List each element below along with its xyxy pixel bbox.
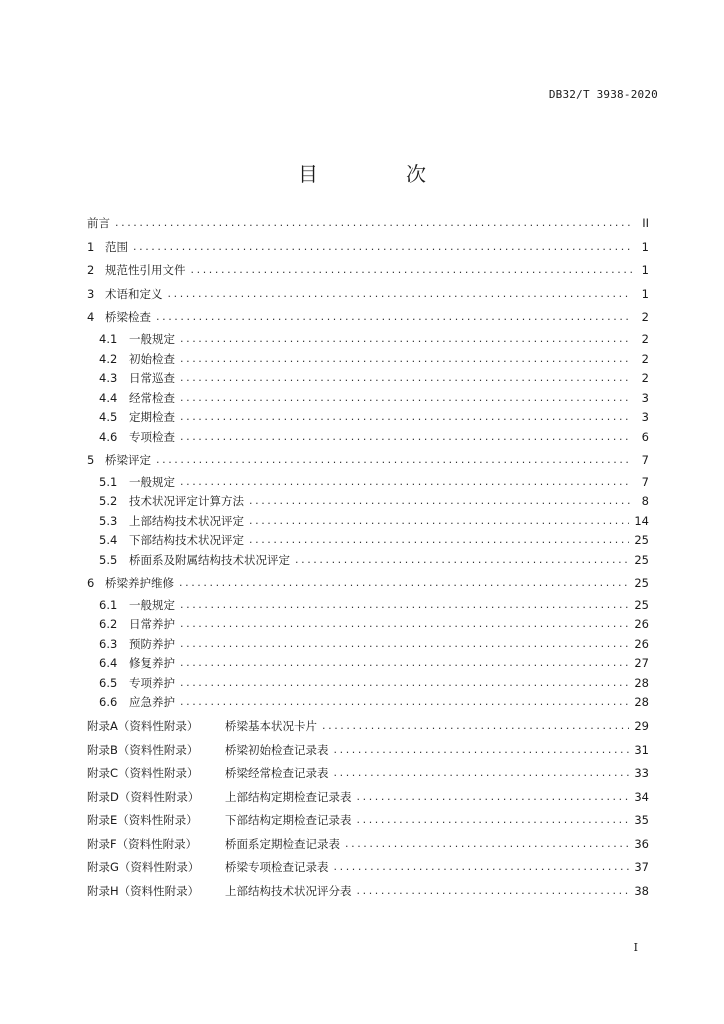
toc-entry[interactable] xyxy=(99,351,649,367)
toc-entry-number: 4.3 xyxy=(99,371,118,385)
toc-entry-page: 6 xyxy=(641,429,649,444)
toc-leader-dots xyxy=(133,239,632,255)
toc-leader-dots xyxy=(180,616,629,632)
toc-leader-dots xyxy=(322,718,629,734)
toc-entry-number: 5.4 xyxy=(99,533,118,547)
toc-entry-page: 25 xyxy=(634,597,649,612)
toc-entry-page: 1 xyxy=(641,286,649,301)
toc-leader-dots xyxy=(180,351,632,367)
toc-entry-page: 38 xyxy=(634,883,649,898)
toc-entry-label: 桥梁评定 xyxy=(105,452,151,467)
toc-entry-label: 上部结构技术状况评分表 xyxy=(225,883,352,898)
toc-entry-number: 4.6 xyxy=(99,429,118,444)
toc-entry[interactable] xyxy=(87,836,649,852)
toc-entry[interactable] xyxy=(87,575,649,591)
toc-entry-label: 初始检查 xyxy=(129,351,175,366)
toc-leader-dots xyxy=(295,552,629,568)
toc-entry[interactable] xyxy=(87,309,649,325)
toc-leader-dots xyxy=(180,474,632,490)
toc-entry-label: 桥梁养护维修 xyxy=(105,575,174,590)
toc-entry-page: 2 xyxy=(641,371,649,385)
toc-entry-number: 5.2 xyxy=(99,494,118,508)
toc-entry-page: 3 xyxy=(641,390,649,405)
toc-entry-page: 36 xyxy=(634,836,649,851)
toc-entry[interactable] xyxy=(99,675,649,691)
toc-leader-dots xyxy=(191,262,633,278)
toc-entry-number: 2 xyxy=(87,263,95,277)
toc-entry[interactable] xyxy=(87,718,649,734)
toc-entry-page: 34 xyxy=(634,789,649,804)
toc-entry-label: 下部结构定期检查记录表 xyxy=(225,813,352,827)
toc-leader-dots xyxy=(180,390,632,406)
toc-entry-appendix-prefix: 附录B（资料性附录） xyxy=(87,742,199,757)
toc-entry-page: 27 xyxy=(634,656,649,670)
toc-entry-page: II xyxy=(642,216,649,230)
toc-entry-appendix-prefix: 附录E（资料性附录） xyxy=(87,813,198,827)
toc-entry-label: 修复养护 xyxy=(129,656,175,670)
toc-entry-number: 1 xyxy=(87,239,95,254)
toc-entry-number: 6.5 xyxy=(99,675,118,690)
toc-entry-page: 2 xyxy=(641,310,649,324)
document-code: DB32/T 3938-2020 xyxy=(548,88,658,101)
toc-entry-appendix-prefix: 附录H（资料性附录） xyxy=(87,883,200,898)
toc-leader-dots xyxy=(115,215,632,231)
toc-entry-label: 桥梁专项检查记录表 xyxy=(225,860,329,874)
toc-entry[interactable] xyxy=(87,262,649,278)
toc-entry-page: 3 xyxy=(641,410,649,424)
toc-entry[interactable] xyxy=(99,694,649,710)
toc-leader-dots xyxy=(334,742,630,758)
toc-entry-number: 6.4 xyxy=(99,656,118,670)
toc-entry-number: 4.5 xyxy=(99,410,118,424)
toc-entry-label: 一般规定 xyxy=(129,474,175,489)
toc-entry-page: 2 xyxy=(641,332,649,346)
toc-entry[interactable] xyxy=(87,452,649,468)
toc-entry-label: 应急养护 xyxy=(129,695,175,709)
toc-entry[interactable] xyxy=(87,883,649,899)
toc-entry-number: 3 xyxy=(87,286,95,301)
toc-entry[interactable] xyxy=(99,597,649,613)
toc-entry-label: 下部结构技术状况评定 xyxy=(129,533,244,547)
toc-entry[interactable] xyxy=(99,474,649,490)
toc-entry[interactable] xyxy=(99,370,649,386)
toc-leader-dots xyxy=(357,789,630,805)
toc-entry-label: 术语和定义 xyxy=(105,286,163,301)
toc-entry-page: 26 xyxy=(634,617,649,631)
toc-entry-label: 桥面系定期检查记录表 xyxy=(225,836,340,851)
toc-entry-number: 4 xyxy=(87,310,95,324)
toc-leader-dots xyxy=(156,452,632,468)
toc-entry-page: 1 xyxy=(641,263,649,277)
toc-entry-page: 37 xyxy=(634,860,649,874)
toc-entry-label: 经常检查 xyxy=(129,390,175,405)
toc-entry-page: 8 xyxy=(641,494,649,508)
toc-entry-label: 技术状况评定计算方法 xyxy=(129,494,244,508)
toc-entry-number: 5.1 xyxy=(99,474,118,489)
toc-entry-page: 25 xyxy=(634,552,649,567)
toc-entry[interactable] xyxy=(87,859,649,875)
toc-entry-label: 一般规定 xyxy=(129,332,175,346)
toc-entry-page: 2 xyxy=(641,351,649,366)
toc-leader-dots xyxy=(180,409,632,425)
toc-entry-number: 6.2 xyxy=(99,617,118,631)
toc-entry[interactable] xyxy=(99,616,649,632)
toc-entry[interactable] xyxy=(99,532,649,548)
toc-entry-number: 6.3 xyxy=(99,636,118,651)
toc-entry[interactable] xyxy=(99,655,649,671)
toc-leader-dots xyxy=(180,694,629,710)
toc-entry-label: 桥梁初始检查记录表 xyxy=(225,742,329,757)
toc-leader-dots xyxy=(249,532,629,548)
toc-entry[interactable] xyxy=(87,812,649,828)
toc-entry[interactable] xyxy=(87,742,649,758)
toc-entry-appendix-prefix: 附录A（资料性附录） xyxy=(87,719,199,733)
toc-entry[interactable] xyxy=(87,765,649,781)
toc-entry-appendix-prefix: 附录D（资料性附录） xyxy=(87,789,200,804)
toc-entry-number: 6.1 xyxy=(99,597,118,612)
toc-entry-number: 4.1 xyxy=(99,332,118,346)
toc-entry-page: 7 xyxy=(641,452,649,467)
toc-leader-dots xyxy=(180,331,632,347)
toc-entry-label: 定期检查 xyxy=(129,410,175,424)
toc-entry-page: 31 xyxy=(634,742,649,757)
toc-entry[interactable] xyxy=(99,331,649,347)
toc-entry[interactable] xyxy=(99,409,649,425)
toc-entry[interactable] xyxy=(99,552,649,568)
toc-entry-page: 26 xyxy=(634,636,649,651)
toc-entry[interactable] xyxy=(99,636,649,652)
toc-entry[interactable] xyxy=(87,789,649,805)
toc-entry-page: 28 xyxy=(634,675,649,690)
toc-entry-label: 范围 xyxy=(105,239,128,254)
toc-entry-page: 33 xyxy=(634,766,649,780)
toc-entry-label: 规范性引用文件 xyxy=(105,263,186,277)
toc-entry-label: 桥梁经常检查记录表 xyxy=(225,766,329,780)
toc-entry[interactable] xyxy=(87,215,649,231)
toc-entry-page: 1 xyxy=(641,239,649,254)
toc-entry-label: 桥面系及附属结构技术状况评定 xyxy=(129,552,290,567)
toc-entry-number: 5 xyxy=(87,452,95,467)
toc-entry[interactable] xyxy=(87,286,649,302)
toc-entry[interactable] xyxy=(99,429,649,445)
toc-leader-dots xyxy=(180,370,632,386)
toc-leader-dots xyxy=(334,765,630,781)
toc-entry-page: 35 xyxy=(634,813,649,827)
toc-entry-page: 14 xyxy=(634,513,649,528)
toc-entry-page: 29 xyxy=(634,719,649,733)
toc-entry-label: 日常巡查 xyxy=(129,371,175,385)
toc-entry-appendix-prefix: 附录G（资料性附录） xyxy=(87,860,200,874)
toc-leader-dots xyxy=(249,493,632,509)
page-number: I xyxy=(633,941,638,954)
toc-leader-dots xyxy=(357,883,630,899)
toc-entry-label: 上部结构定期检查记录表 xyxy=(225,789,352,804)
toc-leader-dots xyxy=(180,655,629,671)
toc-entry-number: 6 xyxy=(87,575,95,590)
toc-entry-appendix-prefix: 附录C（资料性附录） xyxy=(87,766,199,780)
toc-title: 目 次 xyxy=(298,162,460,186)
toc-entry-label: 桥梁检查 xyxy=(105,310,151,324)
toc-leader-dots xyxy=(179,575,629,591)
toc-entry-number: 5.5 xyxy=(99,552,118,567)
toc-leader-dots xyxy=(180,429,632,445)
toc-leader-dots xyxy=(357,812,630,828)
toc-leader-dots xyxy=(180,636,629,652)
toc-entry-appendix-prefix: 附录F（资料性附录） xyxy=(87,836,198,851)
toc-entry-page: 7 xyxy=(641,474,649,489)
toc-leader-dots xyxy=(345,836,629,852)
toc-entry-label: 专项检查 xyxy=(129,429,175,444)
toc-entry[interactable] xyxy=(87,239,649,255)
toc-leader-dots xyxy=(180,597,629,613)
toc-leader-dots xyxy=(156,309,632,325)
toc-entry[interactable] xyxy=(99,513,649,529)
toc-leader-dots xyxy=(168,286,633,302)
toc-entry-page: 25 xyxy=(634,533,649,547)
toc-entry[interactable] xyxy=(99,493,649,509)
toc-entry-page: 28 xyxy=(634,695,649,709)
toc-entry-number: 6.6 xyxy=(99,695,118,709)
toc-leader-dots xyxy=(334,859,630,875)
toc-entry[interactable] xyxy=(99,390,649,406)
toc-leader-dots xyxy=(180,675,629,691)
toc-entry-label: 一般规定 xyxy=(129,597,175,612)
toc-entry-label: 预防养护 xyxy=(129,636,175,651)
toc-entry-label: 上部结构技术状况评定 xyxy=(129,513,244,528)
toc-leader-dots xyxy=(249,513,629,529)
toc-entry-label: 日常养护 xyxy=(129,617,175,631)
toc-entry-number: 5.3 xyxy=(99,513,118,528)
toc-entry-label: 前言 xyxy=(87,216,110,230)
toc-entry-page: 25 xyxy=(634,575,649,590)
toc-entry-number: 4.2 xyxy=(99,351,118,366)
toc-entry-label: 专项养护 xyxy=(129,675,175,690)
toc-entry-label: 桥梁基本状况卡片 xyxy=(225,719,317,733)
toc-entry-number: 4.4 xyxy=(99,390,118,405)
